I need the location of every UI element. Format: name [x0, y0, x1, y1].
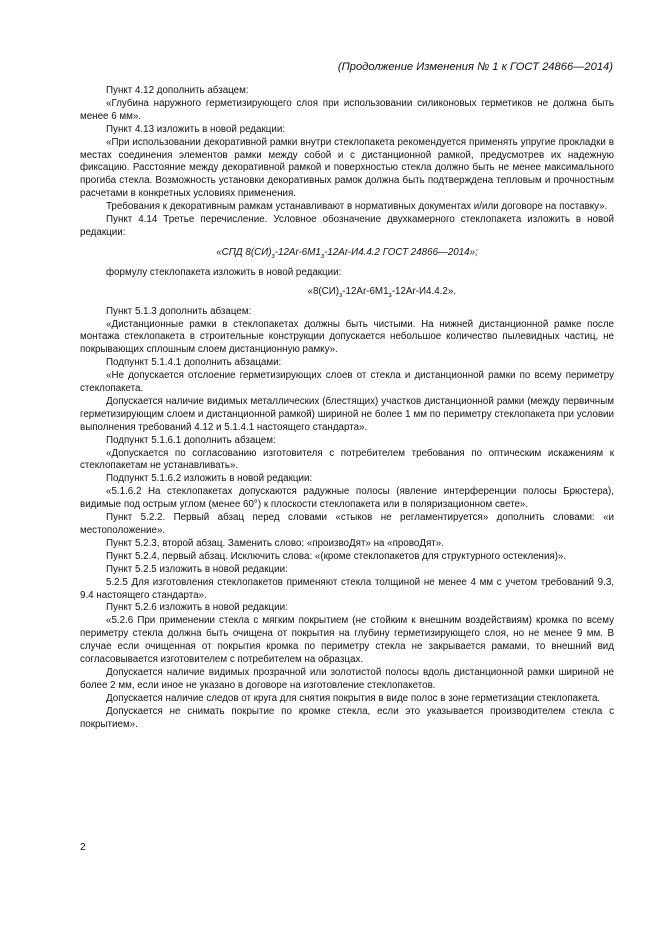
paragraph: «Глубина наружного герметизирующего слоя при использовании силиконовых герметиков не должна быть менее 6 мм».: [80, 97, 614, 122]
formula-part: -12Ar-6М1: [274, 246, 321, 258]
formula-designation: [80, 247, 614, 260]
paragraph: Допускается наличие следов от круга для снятия покрытия в виде полос в зоне герметизации стеклопакета.: [106, 692, 601, 704]
formula-subscript: з: [339, 291, 343, 299]
formula-glazing: [80, 286, 614, 299]
paragraph: Пункт 5.1.3 дополнить абзацем:: [106, 305, 252, 317]
paragraph: Пункт 4.12 дополнить абзацем:: [106, 85, 249, 96]
paragraph: Пункт 5.2.2. Первый абзац перед словами «стыков не регламентируется» дополнить словами: «и местоположение».: [80, 512, 614, 536]
formula-part: «8(СИ): [307, 285, 340, 297]
paragraph: «Дистанционные рамки в стеклопакетах должны быть чистыми. На нижней дистанционной рамке после монтажа стеклопакета в строительные конструкции допускается небольшое количество пылевидных частиц, не покрывающих сплошным слоем дистанционную рамку».: [80, 318, 614, 356]
formula-part: -12Ar-6М1: [342, 285, 389, 297]
formula-subscript: з: [320, 252, 325, 260]
document-body: [80, 85, 614, 732]
paragraph: Подпункт 5.1.6.1 дополнить абзацем:: [106, 434, 276, 446]
paragraph: формулу стеклопакета изложить в новой редакции:: [106, 266, 342, 278]
paragraph: Пункт 5.2.4, первый абзац. Исключить слова: «(кроме стеклопакетов для структурного остекления)».: [106, 550, 567, 562]
formula-part: -12Ar-И4.4.2 ГОСТ 24866—2014»;: [324, 246, 478, 258]
paragraph: Пункт 5.2.5 изложить в новой редакции:: [106, 563, 288, 575]
paragraph: Допускается наличие видимых металлических (блестящих) участков дистанционной рамки (между первичным герметизирующим слоем и дистанционной рамкой) шириной не более 1 мм по периметру стеклопакета при условии выполнения требований 4.12 и 5.1.4.1 настоящего стандарта».: [80, 395, 614, 433]
paragraph: «Допускается по согласованию изготовителя с потребителем требования по оптическим искажениям к стеклопакетам не устанавливать».: [80, 447, 614, 472]
paragraph: Подпункт 5.1.4.1 дополнить абзацами:: [106, 357, 282, 369]
formula-part: -12Ar-И4.4.2».: [391, 285, 456, 297]
paragraph: «5.1.6.2 На стеклопакетах допускаются радужные полосы (явление интерференции полосы Брюстера), видимые под острым углом (менее 60°) к плоскости стеклопакета или в поляризационном свете».: [80, 486, 614, 511]
page-number: 2: [80, 842, 86, 853]
paragraph: «5.2.6 При применении стекла с мягким покрытием (не стойким к внешним воздействиям) кромка по всему периметру стекла должна быть очищена от покрытия на глубину герметизирующего слоя, но не менее 9 мм. В случае если очищенная от покрытия кромка по периметру стекла не закрывается рамами, то внешний вид согласовывается изготовителем с потребителем на образцах.: [80, 615, 614, 666]
paragraph: Требования к декоративным рамкам устанавливают в нормативных документах и/или договоре на поставку».: [106, 201, 608, 213]
paragraph: «При использовании декоративной рамки внутри стеклопакета рекомендуется применять упругие прокладки в местах соединения элементов рамки между собой и с дистанционной рамкой, предусмотрев их надежную фиксацию. Расстояние между декоративной рамкой и поверхностью стекла должно быть не менее максимального прогиба стекла. Возможность установки декоративных рамок должна быть подтверждена тепловым и прочностным расчетами в конкретных условиях применения.: [80, 136, 614, 200]
formula-subscript: з: [388, 291, 392, 299]
paragraph: Допускается не снимать покрытие по кромке стекла, если это указывается производителем стекла с покрытием».: [80, 705, 614, 730]
formula-part: «СПД 8(СИ): [216, 246, 272, 258]
paragraph: Пункт 5.2.3, второй абзац. Заменить слово: «произвоДят» на «провоДят».: [106, 537, 444, 549]
paragraph: 5.2.5 Для изготовления стеклопакетов применяют стекла толщиной не менее 4 мм с учетом требований 9.3, 9.4 настоящего стандарта».: [80, 576, 614, 601]
paragraph: Подпункт 5.1.6.2 изложить в новой редакции:: [106, 473, 313, 485]
paragraph: Пункт 5.2.6 изложить в новой редакции:: [106, 602, 288, 614]
paragraph: Пункт 4.14 Третье перечисление. Условное обозначение двухкамерного стеклопакета изложить в новой редакции:: [80, 214, 614, 238]
paragraph: Допускается наличие видимых прозрачной или золотистой полосы вдоль дистанционной рамки шириной не более 2 мм, если иное не указано в договоре на изготовление стеклопакетов.: [80, 666, 614, 691]
paragraph: Пункт 4.13 изложить в новой редакции:: [106, 123, 286, 135]
formula-subscript: з: [271, 252, 275, 260]
paragraph: «Не допускается отслоение герметизирующих слоев от стекла и дистанционной рамки по всему периметру стеклопакета.: [80, 370, 614, 395]
running-header: (Продолжение Изменения № 1 к ГОСТ 24866—2014): [337, 61, 613, 73]
